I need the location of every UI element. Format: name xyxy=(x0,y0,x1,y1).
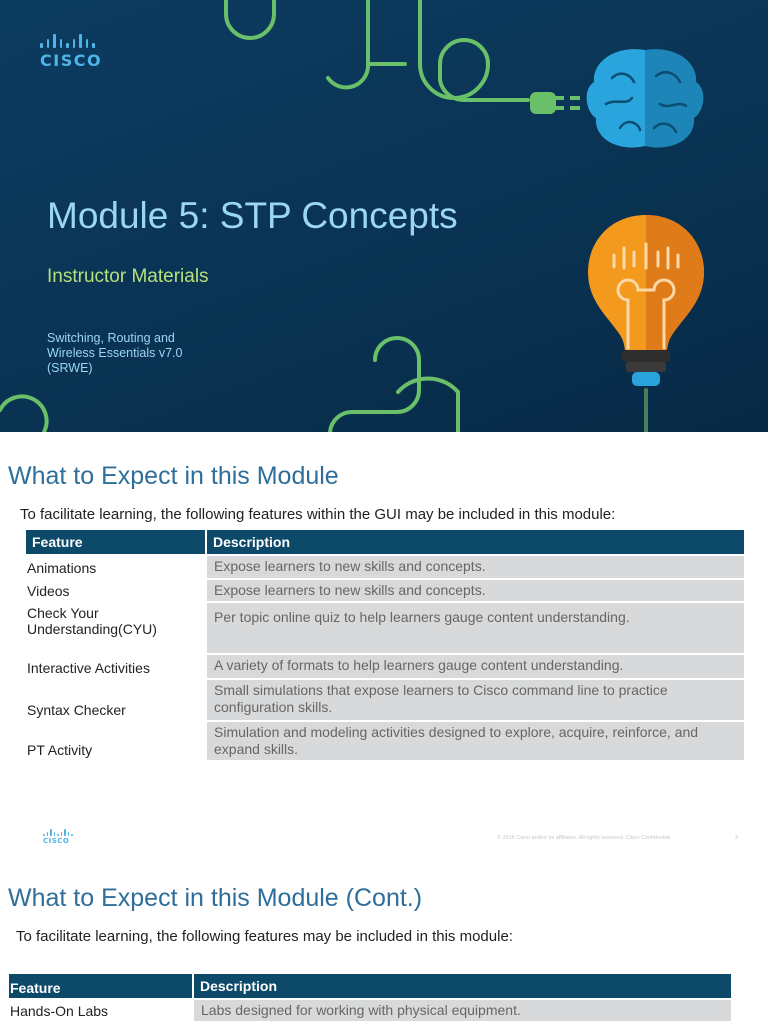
cisco-logo-bars-icon xyxy=(40,32,102,48)
circuit-line-top-mid xyxy=(328,0,405,87)
footer-logo-text: CISCO xyxy=(43,837,70,845)
feature-cell: PT Activity xyxy=(26,720,205,760)
course-line-3: (SRWE) xyxy=(47,361,93,375)
footer-cisco-logo xyxy=(43,829,73,845)
slide-what-to-expect xyxy=(0,432,768,862)
cisco-logo xyxy=(40,32,102,70)
description-cell: Simulation and modeling activities designed to explore, acquire, reinforce, and expand skills. xyxy=(205,720,744,760)
table-header-description: Description xyxy=(192,974,731,998)
circuit-line-top-left xyxy=(226,0,274,38)
table-row xyxy=(26,554,744,578)
footer-logo-bars-icon xyxy=(43,829,73,836)
module-title: Module 5: STP Concepts xyxy=(47,195,458,236)
table-header-feature: Feature xyxy=(9,974,192,998)
feature-cell: Animations xyxy=(26,554,205,578)
slide-intro-text: To facilitate learning, the following features may be included in this module: xyxy=(16,928,513,945)
cisco-logo-text: CISCO xyxy=(40,51,103,70)
course-line-2: Wireless Essentials v7.0 xyxy=(47,346,183,360)
title-slide xyxy=(0,0,768,432)
feature-cell: Videos xyxy=(26,578,205,601)
description-cell: Expose learners to new skills and concepts. xyxy=(205,554,744,578)
table-row xyxy=(26,578,744,601)
table-row xyxy=(26,720,744,760)
description-cell: Small simulations that expose learners to Cisco command line to practice configuration skills. xyxy=(205,678,744,720)
circuit-line-bottom-mid2 xyxy=(398,378,458,432)
description-cell: Per topic online quiz to help learners gauge content understanding. xyxy=(205,601,744,653)
slide-intro-text: To facilitate learning, the following features within the GUI may be included in this module: xyxy=(20,506,616,523)
slide-heading: What to Expect in this Module (Cont.) xyxy=(8,884,423,912)
description-cell: Expose learners to new skills and concepts. xyxy=(205,578,744,601)
feature-cell: Syntax Checker xyxy=(26,678,205,720)
features-table xyxy=(9,974,731,1021)
copyright-text: © 2016 Cisco and/or its affiliates. All rights reserved. Cisco Confidential xyxy=(497,835,671,841)
table-header-description: Description xyxy=(205,530,744,554)
plug-icon xyxy=(530,92,580,114)
table-row xyxy=(9,998,731,1021)
brain-icon xyxy=(587,49,704,147)
feature-cell: Interactive Activities xyxy=(26,653,205,678)
page-number: 3 xyxy=(735,835,739,841)
table-row xyxy=(26,653,744,678)
circuit-line-plug xyxy=(420,0,528,100)
description-cell: A variety of formats to help learners gauge content understanding. xyxy=(205,653,744,678)
table-row xyxy=(26,678,744,720)
slide-heading: What to Expect in this Module xyxy=(8,462,339,490)
light-bulb-icon xyxy=(588,215,704,386)
table-header-row xyxy=(26,530,744,554)
table-header-feature: Feature xyxy=(26,530,205,554)
description-cell: Labs designed for working with physical equipment. xyxy=(192,998,731,1021)
course-name xyxy=(47,331,207,376)
module-subtitle: Instructor Materials xyxy=(47,266,209,287)
features-table xyxy=(26,530,744,760)
feature-cell: Hands-On Labs xyxy=(9,998,192,1021)
course-line-1: Switching, Routing and xyxy=(47,331,175,345)
table-header-row xyxy=(9,974,731,998)
feature-cell: Check Your Understanding(CYU) xyxy=(26,601,205,653)
slide-what-to-expect-cont xyxy=(0,862,768,1024)
circuit-line-bottom-left xyxy=(0,396,47,432)
table-row xyxy=(26,601,744,653)
